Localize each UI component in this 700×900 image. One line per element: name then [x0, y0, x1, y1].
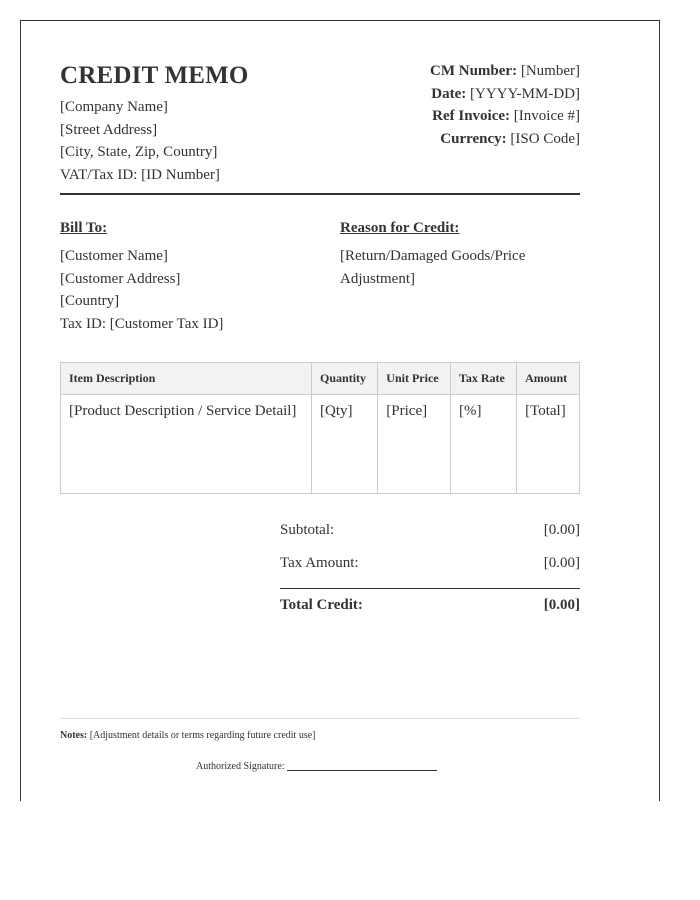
cell-amount: [Total]	[517, 395, 580, 494]
cell-description: [Product Description / Service Detail]	[61, 395, 312, 494]
ref-invoice-value: [Invoice #]	[513, 108, 580, 124]
header-amount: Amount	[517, 363, 580, 395]
ref-invoice-row	[430, 105, 580, 128]
cell-unit-price: [Price]	[378, 395, 451, 494]
memo-meta	[430, 60, 580, 150]
total-credit-row	[280, 588, 580, 619]
total-credit-label: Total Credit:	[280, 597, 363, 613]
customer-name: [Customer Name]	[60, 248, 168, 264]
subtotal-row	[280, 519, 580, 552]
cm-number-value: [Number]	[520, 63, 580, 79]
company-street: [Street Address]	[60, 121, 158, 138]
reason-line-2: Adjustment]	[340, 270, 415, 287]
tax-amount-label: Tax Amount:	[280, 555, 359, 571]
header-tax-rate: Tax Rate	[450, 363, 516, 395]
reason-line-1: [Return/Damaged Goods/Price	[340, 248, 526, 264]
tax-id-value: [Customer Tax ID]	[109, 315, 224, 332]
signature-line	[287, 770, 437, 771]
table-header-row	[61, 363, 580, 395]
items-table	[60, 362, 580, 494]
ref-invoice-label: Ref Invoice:	[432, 108, 511, 124]
cm-number-label: CM Number:	[430, 63, 518, 79]
tax-amount-value: [0.00]	[543, 555, 580, 571]
signature-block	[196, 761, 437, 772]
customer-address: [Customer Address]	[60, 270, 181, 287]
header-quantity: Quantity	[312, 363, 378, 395]
date-row	[430, 83, 580, 106]
footer-divider	[60, 718, 580, 719]
subtotal-value: [0.00]	[543, 522, 580, 538]
vat-label: VAT/Tax ID:	[60, 166, 138, 183]
bill-to-heading: Bill To:	[60, 220, 108, 236]
bill-to-section	[60, 217, 320, 335]
notes	[60, 730, 315, 741]
date-value: [YYYY-MM-DD]	[470, 85, 580, 102]
signature-label: Authorized Signature:	[196, 761, 285, 772]
tax-amount-row	[280, 552, 580, 585]
header-item-description: Item Description	[61, 363, 312, 395]
cm-number-row	[430, 60, 580, 83]
total-credit-value: [0.00]	[543, 597, 580, 613]
table-row	[61, 395, 580, 494]
currency-row	[430, 128, 580, 151]
cell-quantity: [Qty]	[312, 395, 378, 494]
company-city: [City, State, Zip, Country]	[60, 144, 218, 160]
reason-heading: Reason for Credit:	[340, 220, 460, 236]
company-name: [Company Name]	[60, 99, 168, 115]
vat-value: [ID Number]	[141, 166, 220, 183]
totals-section	[280, 519, 580, 619]
company-info	[60, 96, 220, 186]
customer-tax-id	[60, 313, 320, 336]
currency-value: [ISO Code]	[510, 130, 580, 147]
document-title: CREDIT MEMO	[60, 62, 249, 89]
reason-section	[340, 217, 580, 290]
company-vat	[60, 164, 220, 187]
header-divider	[60, 193, 580, 195]
header-unit-price: Unit Price	[378, 363, 451, 395]
tax-id-label: Tax ID:	[60, 315, 107, 332]
cell-tax-rate: [%]	[450, 395, 516, 494]
currency-label: Currency:	[440, 130, 507, 147]
customer-country: [Country]	[60, 293, 120, 309]
date-label: Date:	[431, 85, 467, 102]
notes-text: [Adjustment details or terms regarding future credit use]	[89, 730, 316, 741]
subtotal-label: Subtotal:	[280, 522, 335, 538]
notes-label: Notes:	[60, 730, 88, 741]
